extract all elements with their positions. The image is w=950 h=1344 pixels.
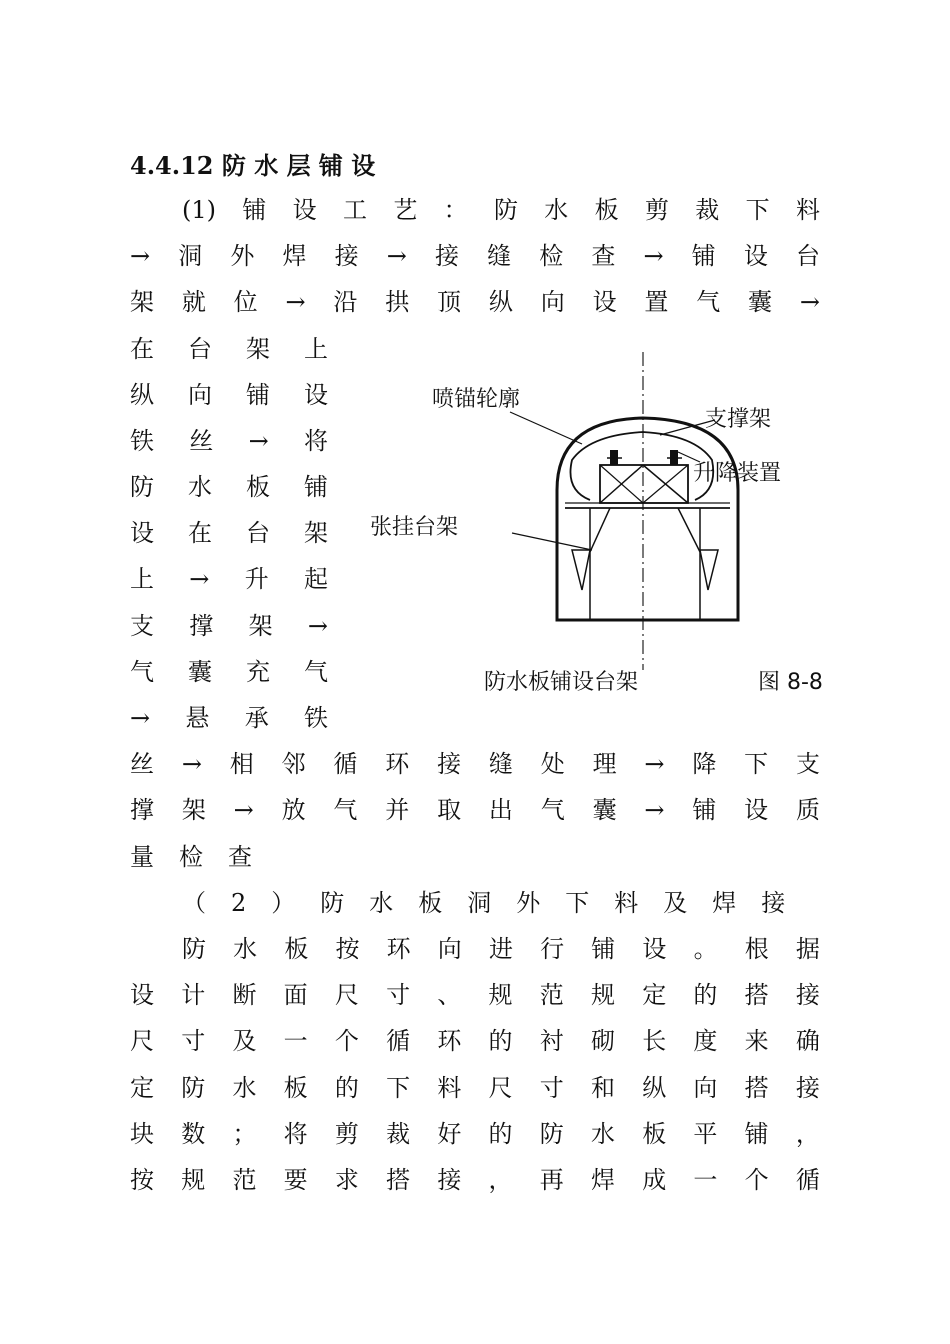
text-line: 铁 丝 → 将 <box>130 427 328 455</box>
text-line: 块 数 ； 将 剪 裁 好 的 防 水 板 平 铺 ， <box>130 1120 820 1148</box>
text-line: 定 防 水 板 的 下 料 尺 寸 和 纵 向 搭 接 <box>130 1074 820 1102</box>
text-line: 设 在 台 架 <box>130 519 328 547</box>
text-line: 上 → 升 起 <box>130 565 328 593</box>
text-line: 撑 架 → 放 气 并 取 出 气 囊 → 铺 设 质 <box>130 796 820 824</box>
text-line: 防 水 板 按 环 向 进 行 铺 设 。 根 据 <box>182 935 820 963</box>
text-line: (1) 铺 设 工 艺 ： 防 水 板 剪 裁 下 料 <box>182 196 820 224</box>
leader-shotcrete <box>510 412 582 444</box>
text-line: 设 计 断 面 尺 寸 、 规 范 规 定 的 搭 接 <box>130 981 820 1009</box>
text-line: 架 就 位 → 沿 拱 顶 纵 向 设 置 气 囊 → <box>130 288 820 316</box>
text-line: 尺 寸 及 一 个 循 环 的 衬 砌 长 度 来 确 <box>130 1027 820 1055</box>
label-shotcrete-outline: 喷锚轮廓 <box>432 387 521 412</box>
figure-number: 图 8-8 <box>758 670 823 695</box>
leader-frame <box>512 533 592 550</box>
text-line: 纵 向 铺 设 <box>130 381 328 409</box>
label-hanging-frame: 张挂台架 <box>370 515 459 540</box>
label-support-frame: 支撑架 <box>705 407 772 432</box>
label-lift-device: 升降装置 <box>693 461 782 486</box>
section-heading: 4.4.12 防 水 层 铺 设 <box>130 151 376 180</box>
figure-8-8 <box>360 340 830 710</box>
text-line: 防 水 板 铺 <box>130 473 328 501</box>
platform-box <box>600 465 688 503</box>
text-line: → 悬 承 铁 <box>130 704 328 732</box>
text-line: 量 检 查 <box>130 843 252 871</box>
text-line: 在 台 架 上 <box>130 335 328 363</box>
text-line: 支 撑 架 → <box>130 612 328 640</box>
figure-caption: 防水板铺设台架 <box>484 670 639 695</box>
text-line: → 洞 外 焊 接 → 接 缝 检 查 → 铺 设 台 <box>130 242 820 270</box>
text-line: 按 规 范 要 求 搭 接 ， 再 焊 成 一 个 循 <box>130 1166 820 1194</box>
text-line: 气 囊 充 气 <box>130 658 328 686</box>
text-line: 丝 → 相 邻 循 环 接 缝 处 理 → 降 下 支 <box>130 750 820 778</box>
text-line: （ 2 ） 防 水 板 洞 外 下 料 及 焊 接 <box>182 889 786 917</box>
